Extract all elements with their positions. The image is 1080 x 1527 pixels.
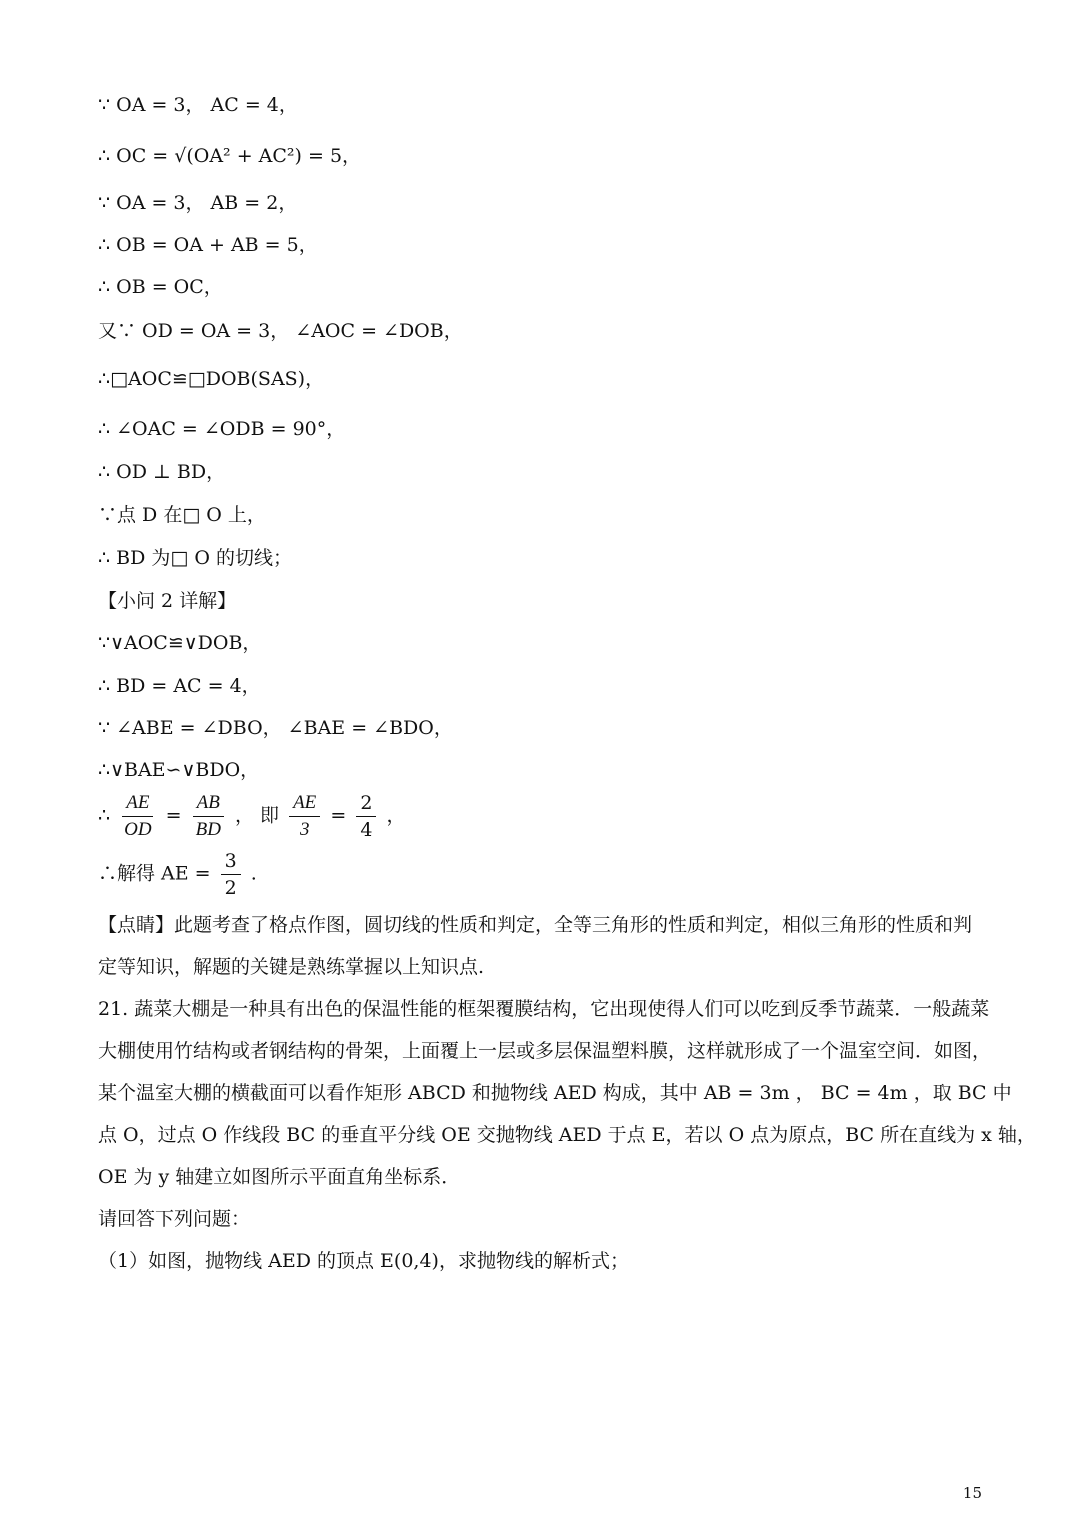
step-line: ∴ BD = AC = 4，: [98, 675, 261, 697]
fraction-numerator: AE: [289, 790, 320, 817]
solution-equation: [98, 848, 257, 908]
step-line: ∵点 D 在□ O 上，: [98, 504, 266, 526]
fraction-numerator: 3: [221, 848, 241, 875]
fraction-numerator: AB: [193, 790, 224, 817]
fraction-numerator: 2: [356, 790, 376, 817]
problem-paragraph: [98, 988, 1036, 1282]
step-line: ∴ BD 为□ O 的切线；: [98, 547, 292, 569]
problem-line: 21. 蔬菜大棚是一种具有出色的保温性能的框架覆膜结构，它出现使得人们可以吃到反季节蔬菜．一般蔬菜: [98, 998, 990, 1020]
page-number: 15: [962, 1484, 982, 1502]
step-line: ∴ OB = OA + AB = 5，: [98, 234, 318, 256]
problem-line: OE 为 y 轴建立如图所示平面直角坐标系．: [98, 1166, 461, 1188]
step-line: ∴ OB = OC，: [98, 276, 223, 298]
fraction-denominator: 3: [299, 819, 310, 840]
connector-text: ， 即: [234, 804, 280, 827]
step-line: ∴ OD ⊥ BD，: [98, 461, 226, 483]
problem-line: 大棚使用竹结构或者钢结构的骨架，上面覆上一层或多层保温塑料膜，这样就形成了一个温室空间．如图，: [98, 1040, 992, 1062]
step-line: ∴ ∠OAC = ∠ODB = 90°，: [98, 418, 346, 440]
step-line: ∵∨AOC≌∨DOB，: [98, 632, 262, 654]
comment-line: 【点睛】此题考查了格点作图，圆切线的性质和判定，全等三角形的性质和判定，相似三角形的性质和判: [98, 914, 973, 936]
fraction: [221, 848, 241, 901]
fraction: [120, 790, 155, 843]
equals-sign: =: [330, 804, 347, 827]
step-line: ∴∨BAE∽∨BDO，: [98, 759, 260, 781]
problem-line: 点 O，过点 O 作线段 BC 的垂直平分线 OE 交抛物线 AED 于点 E，若以 O 点为原点，BC 所在直线为 x 轴，: [98, 1124, 1036, 1146]
section-heading: 【小问 2 详解】: [98, 590, 237, 612]
step-line: ∵ ∠ABE = ∠DBO， ∠BAE = ∠BDO，: [98, 717, 453, 739]
step-line: ∵ OA = 3， AB = 2，: [98, 192, 298, 214]
step-line: 又∵ OD = OA = 3， ∠AOC = ∠DOB，: [98, 320, 463, 342]
fraction: [289, 790, 320, 843]
fraction-denominator: BD: [195, 819, 221, 840]
fraction-denominator: 2: [224, 877, 237, 899]
ratio-equation: [98, 790, 405, 850]
fraction: [192, 790, 225, 843]
step-line: ∴□AOC≌□DOB(SAS)，: [98, 368, 325, 390]
period: .: [250, 862, 257, 885]
comment-line: 定等知识，解题的关键是熟练掌握以上知识点.: [98, 956, 485, 978]
fraction-denominator: 4: [360, 819, 373, 841]
therefore-symbol: ∴: [98, 804, 111, 827]
step-line: ∴ OC = √(OA² + AC²) = 5，: [98, 145, 362, 167]
step-line: ∵ OA = 3， AC = 4，: [98, 94, 298, 116]
fraction: [356, 790, 376, 843]
solution-prefix: ∴解得 AE =: [98, 862, 211, 885]
problem-line: 某个温室大棚的横截面可以看作矩形 ABCD 和抛物线 AED 构成，其中 AB = 3m ， BC = 4m ，取 BC 中: [98, 1082, 1012, 1104]
fraction-denominator: OD: [124, 819, 152, 840]
comma: ，: [386, 804, 406, 827]
fraction-numerator: AE: [122, 790, 153, 817]
comment-paragraph: [98, 904, 988, 988]
equals-sign: =: [165, 804, 182, 827]
problem-line: 请回答下列问题：: [98, 1208, 251, 1230]
question-line: （1）如图，抛物线 AED 的顶点 E(0,4)，求抛物线的解析式；: [98, 1250, 629, 1272]
